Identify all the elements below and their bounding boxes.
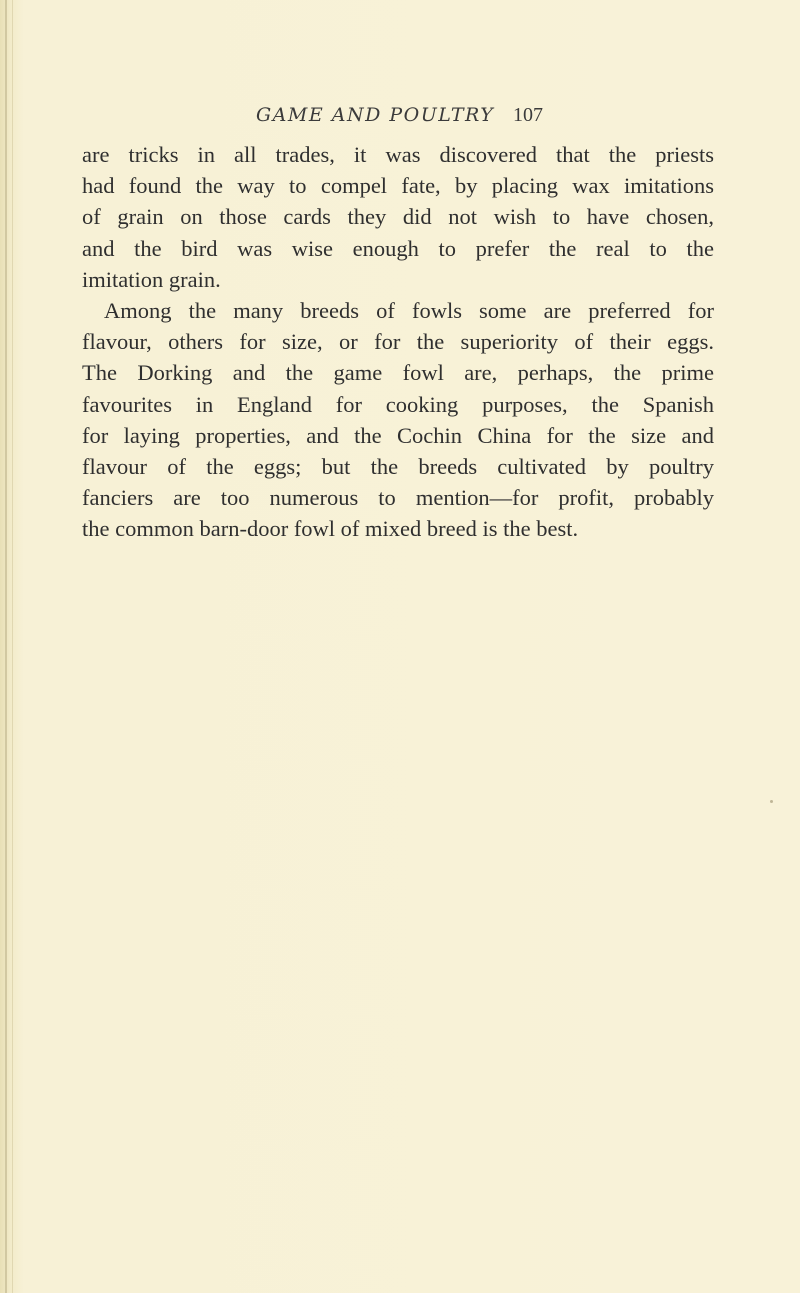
binding-edge — [5, 0, 7, 1293]
page-number: 107 — [513, 104, 543, 126]
paragraph-2 — [82, 295, 714, 545]
text-line: imitation grain. — [82, 266, 221, 292]
text-line: for laying properties, and the Cochin China for the size and — [82, 422, 714, 448]
text-line: flavour, others for size, or for the superiority of their eggs. — [82, 329, 714, 355]
running-title: GAME AND POULTRY — [256, 104, 495, 126]
paragraph-1 — [82, 139, 714, 295]
paper-speck — [770, 800, 773, 803]
running-head — [256, 104, 676, 134]
text-line: Among the many breeds of fowls some are preferred for — [104, 298, 714, 324]
body-text — [82, 139, 714, 545]
text-line: of grain on those cards they did not wish to have chosen, — [82, 204, 714, 230]
text-line: favourites in England for cooking purposes, the Spanish — [82, 391, 714, 417]
binding-edge-inner — [12, 0, 13, 1293]
text-line: are tricks in all trades, it was discovered that the priests — [82, 142, 714, 167]
text-line: flavour of the eggs; but the breeds cultivated by poultry — [82, 454, 714, 480]
text-line: The Dorking and the game fowl are, perhaps, the prime — [82, 360, 714, 386]
text-line: the common barn-door fowl of mixed breed is the best. — [82, 516, 579, 542]
text-line: had found the way to compel fate, by placing wax imitations — [82, 173, 714, 199]
text-line: fanciers are too numerous to mention—for profit, probably — [82, 485, 714, 511]
text-line: and the bird was wise enough to prefer the real to the — [82, 235, 714, 261]
